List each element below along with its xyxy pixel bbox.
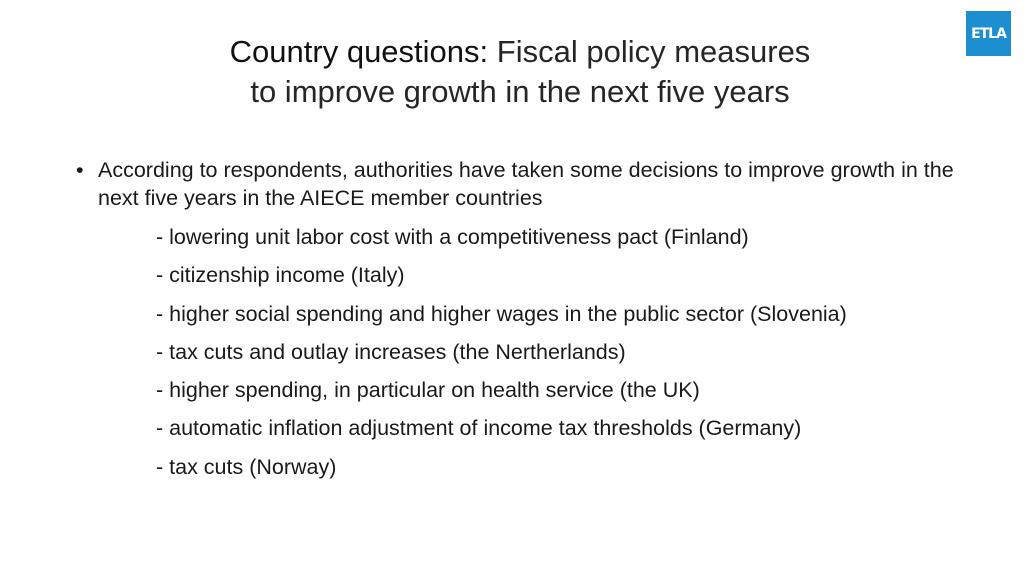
bullet-text: According to respondents, authorities have taken some decisions to improve growth in the next five years in the AIECE member countries bbox=[98, 158, 954, 210]
list-item: - tax cuts and outlay increases (the Nertherlands) bbox=[156, 339, 626, 364]
bullet-point bbox=[76, 156, 976, 212]
list-item: - tax cuts (Norway) bbox=[156, 454, 337, 479]
logo-text: ETLA bbox=[971, 25, 1006, 42]
slide-body bbox=[76, 156, 976, 486]
list-item: - citizenship income (Italy) bbox=[156, 263, 405, 288]
measures-list bbox=[76, 218, 976, 486]
list-item: - higher spending, in particular on health service (the UK) bbox=[156, 378, 700, 403]
list-item: - automatic inflation adjustment of income tax thresholds (Germany) bbox=[156, 416, 802, 441]
title-line2: to improve growth in the next five years bbox=[250, 74, 790, 109]
list-item: - higher social spending and higher wages in the public sector (Slovenia) bbox=[156, 301, 847, 326]
slide-title bbox=[0, 32, 1024, 112]
title-lead: Country questions: bbox=[229, 34, 489, 69]
title-rest: Fiscal policy measures bbox=[488, 34, 811, 69]
list-item: - lowering unit labor cost with a competitiveness pact (Finland) bbox=[156, 225, 749, 249]
bullet-marker: • bbox=[76, 158, 84, 182]
